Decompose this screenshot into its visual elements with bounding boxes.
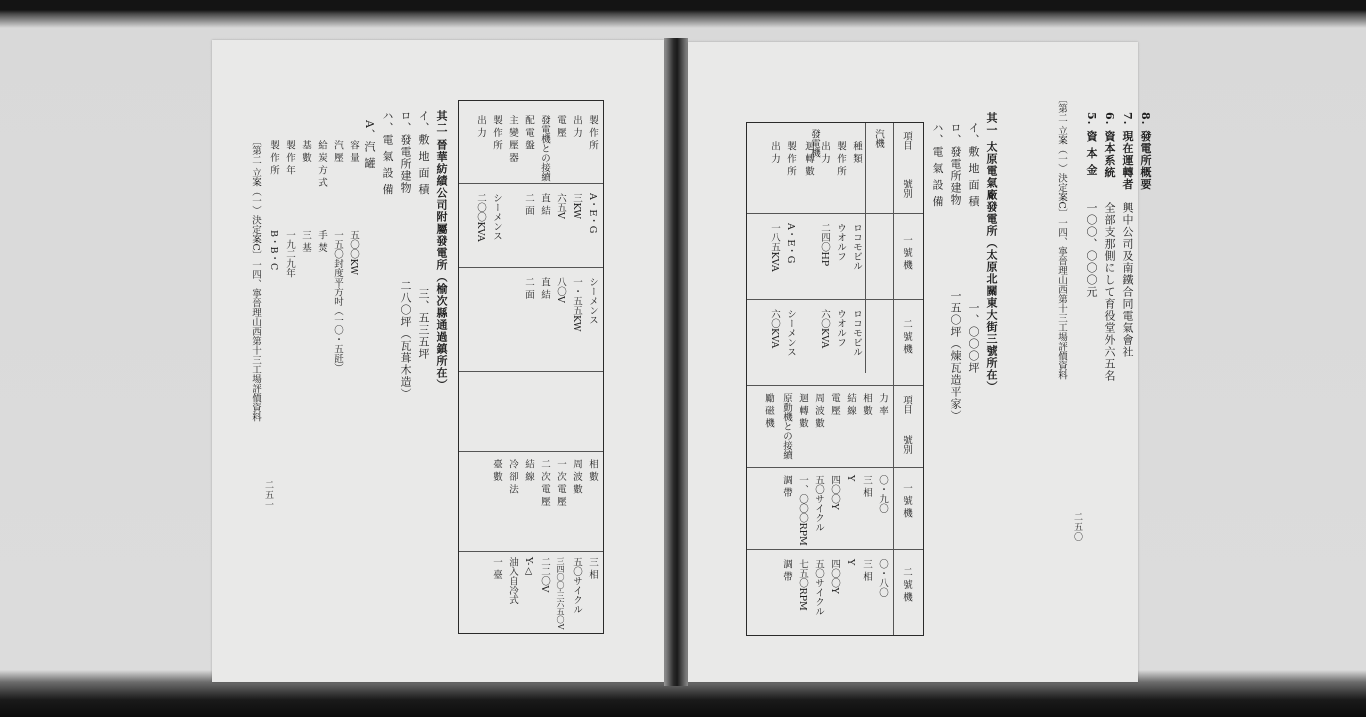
table-cell: 調 帶 (781, 559, 792, 582)
table-cell: 四〇〇Y (829, 475, 840, 510)
table-cell: Y (845, 475, 856, 482)
table-row-label: 周 波 數 (813, 393, 824, 428)
table-row-label: 出 力 (819, 141, 830, 164)
table-cell: A・E・G (785, 223, 796, 264)
boiler-value: 手 焚 (316, 230, 327, 253)
boiler-value: 三 基 (300, 230, 311, 253)
table-row-label: 出 力 (475, 115, 486, 138)
sub-ro-label: ロ、發電所建物 (399, 110, 412, 194)
item-7-label: 7. 現在運轉者 (1121, 112, 1134, 191)
sub-i-value: 三、五三五坪 (417, 288, 430, 360)
table-row-label: 出 力 (769, 141, 780, 164)
table-row-label: 冷 卻 法 (507, 459, 518, 494)
table-cell: A・E・G (587, 193, 598, 234)
table-cell: 五〇サイクル (813, 475, 824, 532)
table-cell: 〇・九〇 (877, 475, 888, 513)
table-cell: 一 臺 (491, 557, 502, 580)
table-header-unit1-b: 一 號 機 (901, 483, 912, 518)
table-cell: ウオルフ (835, 223, 846, 261)
table-cell: シーメンス (785, 309, 796, 357)
table-cell: 二〇〇KVA (475, 193, 486, 242)
table-row-label: 主 變 壓 器 (507, 115, 518, 163)
table-cell: 二四〇HP (819, 223, 830, 267)
sub-i-value: 一、〇〇〇坪 (967, 302, 980, 374)
page-header: 〔第二 立案（一）決定案C〕一四、寧晉理山西第十三工場評價資料 (250, 136, 261, 422)
table-cell: ロコモビル (851, 223, 862, 271)
table-cell: 一八五KVA (769, 223, 780, 272)
table-row-label: 勵 磁 機 (763, 393, 774, 428)
table-cell: 三四〇〇-三六五〇V (556, 557, 565, 630)
table-cell: ロコモビル (851, 309, 862, 357)
table-header-no-b: 號別 (901, 435, 912, 454)
table-cell: 直 結 (539, 277, 550, 300)
table-row-label: 種 類 (851, 141, 862, 164)
table-row-label: 製 作 所 (587, 115, 598, 150)
table-header-item: 項目 (901, 131, 912, 150)
boiler-value: 一九二九年 (284, 230, 295, 278)
page-number: 二五一 (263, 480, 273, 510)
item-5-label: 5. 資 本 金 (1085, 112, 1098, 176)
table-row-label: 力 率 (877, 393, 888, 416)
table-cell: 三KW (571, 193, 582, 220)
table-row-label: 迴 轉 數 (803, 141, 814, 176)
boiler-value: B・B・C (268, 230, 279, 271)
sub-ro-value: 二八〇坪（瓦葺木造） (399, 280, 412, 400)
item-8-label: 8. 發電所概要 (1139, 112, 1152, 191)
table-cell: Y (845, 559, 856, 566)
table-cell: 四〇〇Y (829, 559, 840, 594)
page-left (212, 40, 664, 682)
table-row-label: 結 線 (845, 393, 856, 416)
table-row-label: 相 數 (861, 393, 872, 416)
boiler-label: 容 量 (348, 140, 359, 163)
sub-ha-label: ハ、電 氣 設 備 (381, 110, 394, 196)
book-gutter (664, 38, 688, 686)
table-row-label: 原動機との接續 (781, 393, 792, 460)
table-row-label: 二 次 電 壓 (539, 459, 550, 507)
table-cell: 三 相 (861, 475, 872, 498)
table-row-label: 製 作 所 (785, 141, 796, 176)
table-header-no: 號別 (901, 179, 912, 198)
table-row-label: 製 作 所 (835, 141, 846, 176)
table-power-2 (458, 100, 604, 634)
table-row-label: 結 線 (523, 459, 534, 482)
table-cell: シーメンス (491, 193, 502, 241)
table-cell: 一、〇〇〇RPM (797, 475, 808, 546)
boiler-label: 給 炭 方 式 (316, 140, 327, 188)
table-row-label: 配 電 盤 (523, 115, 534, 150)
table-cell: 二 面 (523, 277, 534, 300)
table-cell: 六五V (555, 193, 566, 219)
group-turbine: 汽機 (873, 129, 884, 148)
boiler-label: 基 數 (300, 140, 311, 163)
sub-ha-label: ハ、電 氣 設 備 (931, 122, 944, 208)
sub-a-label: A、汽 罐 (363, 120, 376, 170)
sub-ro-value: 一五〇坪（煉瓦造平家） (949, 290, 962, 422)
sub-i-label: イ、敷 地 面 積 (417, 110, 430, 196)
page-header: 〔第二 立案（一）決定案C〕一四、寧晉理山西第十三工場評價資料 (1056, 94, 1067, 380)
table-cell: Y-△ (523, 557, 534, 577)
page-right (688, 42, 1152, 682)
table-cell: 油入自冷式 (507, 557, 518, 605)
table-cell: 二二〇V (539, 557, 550, 593)
table-cell: 五〇サイクル (813, 559, 824, 616)
sub-i-label: イ、敷 地 面 積 (967, 122, 980, 208)
table-cell: 二 面 (523, 193, 534, 216)
boiler-value: 一五〇封度平方吋（一〇・五瓩） (332, 230, 343, 373)
table-header-item-b: 項目 (901, 395, 912, 414)
table-cell: 三 相 (587, 557, 598, 580)
table-row-label: 一 次 電 壓 (555, 459, 566, 507)
table-row-label: 臺 數 (491, 459, 502, 482)
table-row-label: 電 壓 (555, 115, 566, 138)
table-cell: 八〇V (555, 277, 566, 303)
page-number: 二五〇 (1072, 512, 1082, 542)
table-row-label: 電 壓 (829, 393, 840, 416)
boiler-value: 五〇〇KW (348, 230, 359, 276)
table-cell: 三 相 (861, 559, 872, 582)
table-power-1 (746, 122, 924, 636)
table-cell: 六〇KVA (819, 309, 830, 349)
table-cell: 七五〇RPM (797, 559, 808, 611)
boiler-label: 製 作 所 (268, 140, 279, 175)
section-1-title: 其一 太原電氣廠發電所（太原北關東大街三號所在） (985, 112, 998, 393)
section-2-title: 其二 晉華紡績公司附屬發電所（榆次縣通過鎮所在） (435, 110, 448, 391)
table-cell: ウオルフ (835, 309, 846, 347)
table-cell: 五〇サイクル (571, 557, 582, 614)
table-cell: 六〇KVA (769, 309, 780, 349)
boiler-label: 汽 壓 (332, 140, 343, 163)
item-7-value: 興中公司及南鐵合同電氣會社 (1121, 202, 1134, 358)
item-6-label: 6. 資本系統 (1103, 112, 1116, 179)
boiler-label: 製 作 年 (284, 140, 295, 175)
table-row-label: 發電機との接續 (539, 115, 550, 182)
table-cell: 直 結 (539, 193, 550, 216)
table-row-label: 迴 轉 數 (797, 393, 808, 428)
table-header-unit1: 一 號 機 (901, 235, 912, 270)
table-cell: 〇・八〇 (877, 559, 888, 597)
item-5-value: 一〇〇、〇〇〇元 (1085, 202, 1098, 298)
table-row-label: 製 作 所 (491, 115, 502, 150)
sub-ro-label: ロ、發電所建物 (949, 122, 962, 206)
table-row-label: 周 波 數 (571, 459, 582, 494)
table-cell: 一・五五KW (571, 277, 582, 332)
item-6-value: 全部支那側にして育役堂外六五名 (1103, 202, 1116, 382)
table-cell: 調 帶 (781, 475, 792, 498)
table-row-label: 出 力 (571, 115, 582, 138)
table-cell: シーメンス (587, 277, 598, 325)
group-generator: 發電機 (809, 129, 820, 158)
table-header-unit2: 二 號 機 (901, 319, 912, 354)
table-row-label: 相 數 (587, 459, 598, 482)
table-header-unit2-b: 二 號 機 (901, 567, 912, 602)
